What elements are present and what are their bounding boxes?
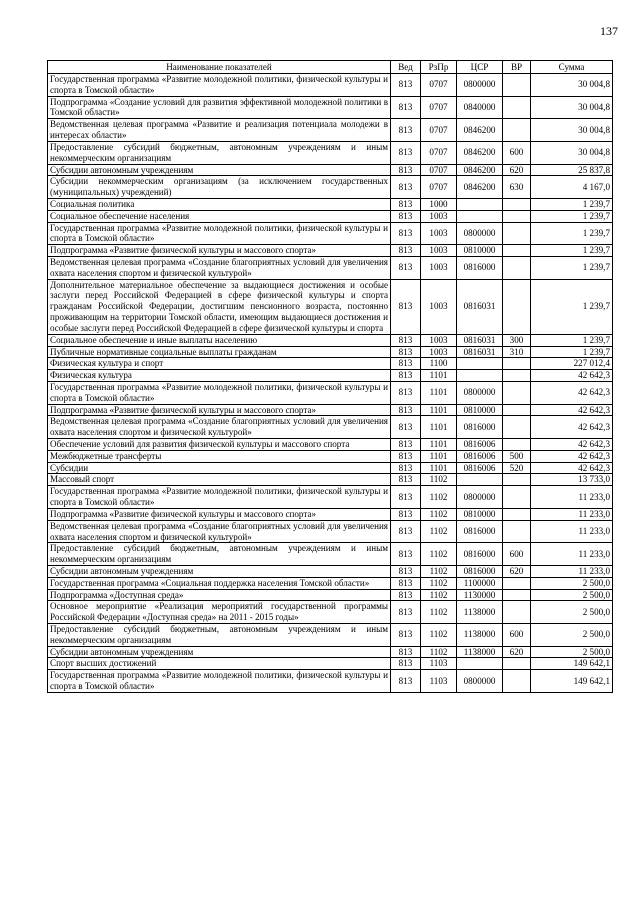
table-row bbox=[48, 670, 613, 693]
cell-rzpr: 0707 bbox=[421, 176, 457, 199]
cell-ved: 813 bbox=[391, 439, 421, 451]
cell-sum: 149 642,1 bbox=[531, 670, 613, 693]
table-row bbox=[48, 370, 613, 382]
cell-ved: 813 bbox=[391, 279, 421, 334]
table-row bbox=[48, 565, 613, 577]
cell-name: Обеспечение условий для развития физической культуры и массового спорта bbox=[48, 439, 391, 451]
cell-rzpr: 1101 bbox=[421, 416, 457, 439]
cell-csr: 0846200 bbox=[457, 141, 503, 164]
cell-sum: 42 642,3 bbox=[531, 439, 613, 451]
cell-sum: 149 642,1 bbox=[531, 658, 613, 670]
table-row bbox=[48, 119, 613, 142]
page-number: 137 bbox=[600, 24, 618, 38]
cell-csr: 0816000 bbox=[457, 257, 503, 280]
cell-ved: 813 bbox=[391, 589, 421, 601]
cell-rzpr: 1101 bbox=[421, 381, 457, 404]
cell-sum: 2 500,0 bbox=[531, 589, 613, 601]
cell-csr: 0800000 bbox=[457, 74, 503, 97]
cell-sum: 11 233,0 bbox=[531, 508, 613, 520]
table-row bbox=[48, 658, 613, 670]
cell-sum: 2 500,0 bbox=[531, 601, 613, 624]
table-row bbox=[48, 543, 613, 566]
cell-rzpr: 0707 bbox=[421, 96, 457, 119]
cell-name: Субсидии bbox=[48, 462, 391, 474]
cell-sum: 42 642,3 bbox=[531, 450, 613, 462]
cell-ved: 813 bbox=[391, 416, 421, 439]
cell-sum: 11 233,0 bbox=[531, 486, 613, 509]
cell-ved: 813 bbox=[391, 404, 421, 416]
cell-vr bbox=[503, 486, 531, 509]
table-row bbox=[48, 520, 613, 543]
table-row bbox=[48, 96, 613, 119]
cell-sum: 2 500,0 bbox=[531, 577, 613, 589]
cell-ved: 813 bbox=[391, 577, 421, 589]
cell-csr bbox=[457, 210, 503, 222]
table-row bbox=[48, 346, 613, 358]
cell-name: Государственная программа «Развитие молодежной политики, физической культуры и спорта в Томской области» bbox=[48, 381, 391, 404]
cell-sum: 42 642,3 bbox=[531, 404, 613, 416]
table-row bbox=[48, 462, 613, 474]
cell-name: Предоставление субсидий бюджетным, автономным учреждениям и иным некоммерческим организациям bbox=[48, 543, 391, 566]
cell-vr: 600 bbox=[503, 141, 531, 164]
cell-ved: 813 bbox=[391, 601, 421, 624]
cell-sum: 1 239,7 bbox=[531, 245, 613, 257]
cell-csr: 0810000 bbox=[457, 404, 503, 416]
cell-ved: 813 bbox=[391, 670, 421, 693]
cell-name: Субсидии автономным учреждениям bbox=[48, 164, 391, 176]
cell-sum: 2 500,0 bbox=[531, 624, 613, 647]
cell-name: Предоставление субсидий бюджетным, автономным учреждениям и иным некоммерческим организациям bbox=[48, 141, 391, 164]
cell-name: Дополнительное материальное обеспечение за выдающиеся достижения и особые заслуги перед Российской Федерацией в сфере физической культуры и спорта гражданам Российской Федерации, достигшим пенсионного возраста, постоянно проживающим на территории Томской области, имеющим выдающиеся достижения и особые заслуги перед Российской Федерацией в сфере физической культуры и спорта bbox=[48, 279, 391, 334]
cell-vr bbox=[503, 577, 531, 589]
cell-vr: 600 bbox=[503, 543, 531, 566]
header-vr: ВР bbox=[503, 61, 531, 74]
cell-rzpr: 1101 bbox=[421, 450, 457, 462]
table-row bbox=[48, 624, 613, 647]
cell-csr: 0816031 bbox=[457, 279, 503, 334]
cell-rzpr: 1003 bbox=[421, 279, 457, 334]
cell-rzpr: 1101 bbox=[421, 462, 457, 474]
cell-name: Подпрограмма «Развитие физической культуры и массового спорта» bbox=[48, 404, 391, 416]
cell-sum: 1 239,7 bbox=[531, 210, 613, 222]
cell-vr bbox=[503, 257, 531, 280]
cell-sum: 11 233,0 bbox=[531, 520, 613, 543]
cell-name: Ведомственная целевая программа «Создание благоприятных условий для увеличения охвата населения спортом и физической культурой» bbox=[48, 416, 391, 439]
cell-rzpr: 1102 bbox=[421, 474, 457, 486]
cell-ved: 813 bbox=[391, 358, 421, 370]
cell-csr: 0816000 bbox=[457, 416, 503, 439]
cell-csr: 0816031 bbox=[457, 346, 503, 358]
cell-csr: 1138000 bbox=[457, 601, 503, 624]
cell-rzpr: 1103 bbox=[421, 658, 457, 670]
cell-rzpr: 1003 bbox=[421, 257, 457, 280]
cell-ved: 813 bbox=[391, 245, 421, 257]
cell-name: Государственная программа «Социальная поддержка населения Томской области» bbox=[48, 577, 391, 589]
cell-vr bbox=[503, 370, 531, 382]
cell-sum: 30 004,8 bbox=[531, 96, 613, 119]
cell-csr: 1100000 bbox=[457, 577, 503, 589]
cell-ved: 813 bbox=[391, 346, 421, 358]
cell-sum: 1 239,7 bbox=[531, 334, 613, 346]
cell-vr: 520 bbox=[503, 462, 531, 474]
budget-table bbox=[47, 60, 613, 693]
cell-name: Межбюджетные трансферты bbox=[48, 450, 391, 462]
cell-vr bbox=[503, 439, 531, 451]
cell-vr: 300 bbox=[503, 334, 531, 346]
cell-ved: 813 bbox=[391, 96, 421, 119]
cell-rzpr: 1003 bbox=[421, 346, 457, 358]
cell-csr: 0810000 bbox=[457, 508, 503, 520]
cell-ved: 813 bbox=[391, 658, 421, 670]
cell-rzpr: 1102 bbox=[421, 589, 457, 601]
cell-ved: 813 bbox=[391, 198, 421, 210]
cell-vr: 620 bbox=[503, 646, 531, 658]
cell-rzpr: 1102 bbox=[421, 601, 457, 624]
cell-csr: 0816000 bbox=[457, 565, 503, 577]
cell-rzpr: 1102 bbox=[421, 520, 457, 543]
cell-rzpr: 1003 bbox=[421, 334, 457, 346]
cell-vr bbox=[503, 74, 531, 97]
cell-ved: 813 bbox=[391, 74, 421, 97]
cell-csr: 0800000 bbox=[457, 670, 503, 693]
cell-csr: 0810000 bbox=[457, 245, 503, 257]
table-row bbox=[48, 474, 613, 486]
cell-rzpr: 1102 bbox=[421, 486, 457, 509]
cell-sum: 11 233,0 bbox=[531, 543, 613, 566]
header-rzpr: РзПр bbox=[421, 61, 457, 74]
cell-vr bbox=[503, 96, 531, 119]
table-header bbox=[48, 61, 613, 74]
cell-rzpr: 1102 bbox=[421, 565, 457, 577]
header-ved: Вед bbox=[391, 61, 421, 74]
cell-rzpr: 0707 bbox=[421, 74, 457, 97]
cell-rzpr: 1102 bbox=[421, 577, 457, 589]
cell-ved: 813 bbox=[391, 508, 421, 520]
cell-ved: 813 bbox=[391, 381, 421, 404]
table-row bbox=[48, 508, 613, 520]
table-row bbox=[48, 450, 613, 462]
cell-sum: 1 239,7 bbox=[531, 279, 613, 334]
cell-sum: 42 642,3 bbox=[531, 381, 613, 404]
cell-vr bbox=[503, 670, 531, 693]
table-row bbox=[48, 416, 613, 439]
cell-name: Государственная программа «Развитие молодежной политики, физической культуры и спорта в Томской области» bbox=[48, 74, 391, 97]
table-row bbox=[48, 381, 613, 404]
cell-rzpr: 1000 bbox=[421, 198, 457, 210]
table-row bbox=[48, 334, 613, 346]
table-row bbox=[48, 279, 613, 334]
cell-ved: 813 bbox=[391, 141, 421, 164]
cell-name: Основное мероприятие «Реализация мероприятий государственной программы Российской Федерации «Доступная среда» на 2011 - 2015 годы» bbox=[48, 601, 391, 624]
cell-csr: 0816006 bbox=[457, 450, 503, 462]
cell-ved: 813 bbox=[391, 334, 421, 346]
cell-csr: 1138000 bbox=[457, 646, 503, 658]
cell-rzpr: 1102 bbox=[421, 624, 457, 647]
cell-vr bbox=[503, 119, 531, 142]
cell-rzpr: 1103 bbox=[421, 670, 457, 693]
cell-name: Государственная программа «Развитие молодежной политики, физической культуры и спорта в Томской области» bbox=[48, 222, 391, 245]
cell-name: Физическая культура и спорт bbox=[48, 358, 391, 370]
cell-csr bbox=[457, 658, 503, 670]
cell-sum: 42 642,3 bbox=[531, 462, 613, 474]
cell-sum: 11 233,0 bbox=[531, 565, 613, 577]
cell-name: Субсидии автономным учреждениям bbox=[48, 565, 391, 577]
cell-vr bbox=[503, 210, 531, 222]
cell-rzpr: 1101 bbox=[421, 370, 457, 382]
cell-csr bbox=[457, 474, 503, 486]
table-row bbox=[48, 577, 613, 589]
cell-name: Подпрограмма «Создание условий для развития эффективной молодежной политики в Томской области» bbox=[48, 96, 391, 119]
cell-rzpr: 0707 bbox=[421, 141, 457, 164]
cell-name: Субсидии некоммерческим организациям (за исключением государственных (муниципальных) учреждений) bbox=[48, 176, 391, 199]
cell-name: Подпрограмма «Доступная среда» bbox=[48, 589, 391, 601]
cell-vr: 500 bbox=[503, 450, 531, 462]
cell-ved: 813 bbox=[391, 565, 421, 577]
cell-ved: 813 bbox=[391, 543, 421, 566]
cell-rzpr: 1100 bbox=[421, 358, 457, 370]
cell-name: Физическая культура bbox=[48, 370, 391, 382]
cell-rzpr: 1102 bbox=[421, 508, 457, 520]
cell-ved: 813 bbox=[391, 486, 421, 509]
cell-ved: 813 bbox=[391, 164, 421, 176]
table-row bbox=[48, 486, 613, 509]
table-row bbox=[48, 404, 613, 416]
cell-sum: 1 239,7 bbox=[531, 346, 613, 358]
cell-vr bbox=[503, 222, 531, 245]
cell-vr bbox=[503, 658, 531, 670]
cell-name: Публичные нормативные социальные выплаты гражданам bbox=[48, 346, 391, 358]
cell-sum: 2 500,0 bbox=[531, 646, 613, 658]
cell-ved: 813 bbox=[391, 176, 421, 199]
cell-rzpr: 0707 bbox=[421, 119, 457, 142]
cell-ved: 813 bbox=[391, 257, 421, 280]
cell-name: Социальное обеспечение населения bbox=[48, 210, 391, 222]
cell-vr bbox=[503, 589, 531, 601]
cell-csr: 1130000 bbox=[457, 589, 503, 601]
table-row bbox=[48, 210, 613, 222]
cell-csr: 0800000 bbox=[457, 486, 503, 509]
table-row bbox=[48, 164, 613, 176]
cell-ved: 813 bbox=[391, 462, 421, 474]
cell-ved: 813 bbox=[391, 222, 421, 245]
cell-name: Ведомственная целевая программа «Развитие и реализация потенциала молодежи в интересах области» bbox=[48, 119, 391, 142]
cell-csr: 0840000 bbox=[457, 96, 503, 119]
cell-name: Социальное обеспечение и иные выплаты населению bbox=[48, 334, 391, 346]
cell-ved: 813 bbox=[391, 624, 421, 647]
cell-rzpr: 1003 bbox=[421, 245, 457, 257]
cell-vr bbox=[503, 508, 531, 520]
table-body bbox=[48, 74, 613, 693]
cell-sum: 13 733,0 bbox=[531, 474, 613, 486]
cell-csr: 0846200 bbox=[457, 119, 503, 142]
header-name: Наименование показателей bbox=[48, 61, 391, 74]
cell-sum: 30 004,8 bbox=[531, 119, 613, 142]
cell-name: Государственная программа «Развитие молодежной политики, физической культуры и спорта в Томской области» bbox=[48, 486, 391, 509]
cell-name: Предоставление субсидий бюджетным, автономным учреждениям и иным некоммерческим организациям bbox=[48, 624, 391, 647]
cell-ved: 813 bbox=[391, 370, 421, 382]
cell-rzpr: 1101 bbox=[421, 439, 457, 451]
cell-vr bbox=[503, 404, 531, 416]
cell-csr bbox=[457, 198, 503, 210]
cell-csr: 1138000 bbox=[457, 624, 503, 647]
cell-sum: 1 239,7 bbox=[531, 257, 613, 280]
cell-sum: 30 004,8 bbox=[531, 74, 613, 97]
cell-csr bbox=[457, 370, 503, 382]
table-row bbox=[48, 222, 613, 245]
table-row bbox=[48, 358, 613, 370]
cell-name: Массовый спорт bbox=[48, 474, 391, 486]
cell-csr: 0816006 bbox=[457, 462, 503, 474]
cell-name: Ведомственная целевая программа «Создание благоприятных условий для увеличения охвата населения спортом и физической культурой» bbox=[48, 520, 391, 543]
table-row bbox=[48, 176, 613, 199]
cell-csr: 0846200 bbox=[457, 176, 503, 199]
cell-csr: 0800000 bbox=[457, 381, 503, 404]
cell-sum: 227 012,4 bbox=[531, 358, 613, 370]
cell-vr bbox=[503, 601, 531, 624]
table-row bbox=[48, 74, 613, 97]
table-row bbox=[48, 589, 613, 601]
cell-name: Ведомственная целевая программа «Создание благоприятных условий для увеличения охвата населения спортом и физической культурой» bbox=[48, 257, 391, 280]
cell-rzpr: 1101 bbox=[421, 404, 457, 416]
cell-vr bbox=[503, 520, 531, 543]
cell-rzpr: 0707 bbox=[421, 164, 457, 176]
cell-vr: 600 bbox=[503, 624, 531, 647]
cell-rzpr: 1003 bbox=[421, 210, 457, 222]
table-row bbox=[48, 646, 613, 658]
header-csr: ЦСР bbox=[457, 61, 503, 74]
cell-csr: 0816006 bbox=[457, 439, 503, 451]
cell-rzpr: 1102 bbox=[421, 646, 457, 658]
cell-csr: 0816000 bbox=[457, 543, 503, 566]
table-row bbox=[48, 439, 613, 451]
cell-name: Спорт высших достижений bbox=[48, 658, 391, 670]
cell-vr: 620 bbox=[503, 565, 531, 577]
cell-ved: 813 bbox=[391, 646, 421, 658]
cell-ved: 813 bbox=[391, 474, 421, 486]
cell-sum: 25 837,8 bbox=[531, 164, 613, 176]
table-row bbox=[48, 245, 613, 257]
table-row bbox=[48, 601, 613, 624]
cell-vr bbox=[503, 474, 531, 486]
cell-csr: 0846200 bbox=[457, 164, 503, 176]
cell-name: Социальная политика bbox=[48, 198, 391, 210]
cell-sum: 42 642,3 bbox=[531, 370, 613, 382]
cell-csr: 0816000 bbox=[457, 520, 503, 543]
table-row bbox=[48, 198, 613, 210]
header-sum: Сумма bbox=[531, 61, 613, 74]
cell-ved: 813 bbox=[391, 450, 421, 462]
cell-ved: 813 bbox=[391, 119, 421, 142]
cell-csr: 0800000 bbox=[457, 222, 503, 245]
cell-sum: 30 004,8 bbox=[531, 141, 613, 164]
header-row bbox=[48, 61, 613, 74]
cell-vr bbox=[503, 279, 531, 334]
cell-rzpr: 1003 bbox=[421, 222, 457, 245]
cell-vr: 620 bbox=[503, 164, 531, 176]
table-row bbox=[48, 257, 613, 280]
cell-vr: 310 bbox=[503, 346, 531, 358]
cell-sum: 42 642,3 bbox=[531, 416, 613, 439]
cell-name: Подпрограмма «Развитие физической культуры и массового спорта» bbox=[48, 245, 391, 257]
cell-vr bbox=[503, 245, 531, 257]
cell-vr bbox=[503, 198, 531, 210]
cell-name: Государственная программа «Развитие молодежной политики, физической культуры и спорта в Томской области» bbox=[48, 670, 391, 693]
cell-ved: 813 bbox=[391, 520, 421, 543]
cell-vr: 630 bbox=[503, 176, 531, 199]
cell-sum: 1 239,7 bbox=[531, 222, 613, 245]
table-row bbox=[48, 141, 613, 164]
cell-name: Субсидии автономным учреждениям bbox=[48, 646, 391, 658]
cell-sum: 4 167,0 bbox=[531, 176, 613, 199]
cell-sum: 1 239,7 bbox=[531, 198, 613, 210]
cell-ved: 813 bbox=[391, 210, 421, 222]
cell-vr bbox=[503, 381, 531, 404]
cell-vr bbox=[503, 358, 531, 370]
cell-vr bbox=[503, 416, 531, 439]
cell-name: Подпрограмма «Развитие физической культуры и массового спорта» bbox=[48, 508, 391, 520]
cell-csr bbox=[457, 358, 503, 370]
cell-csr: 0816031 bbox=[457, 334, 503, 346]
cell-rzpr: 1102 bbox=[421, 543, 457, 566]
